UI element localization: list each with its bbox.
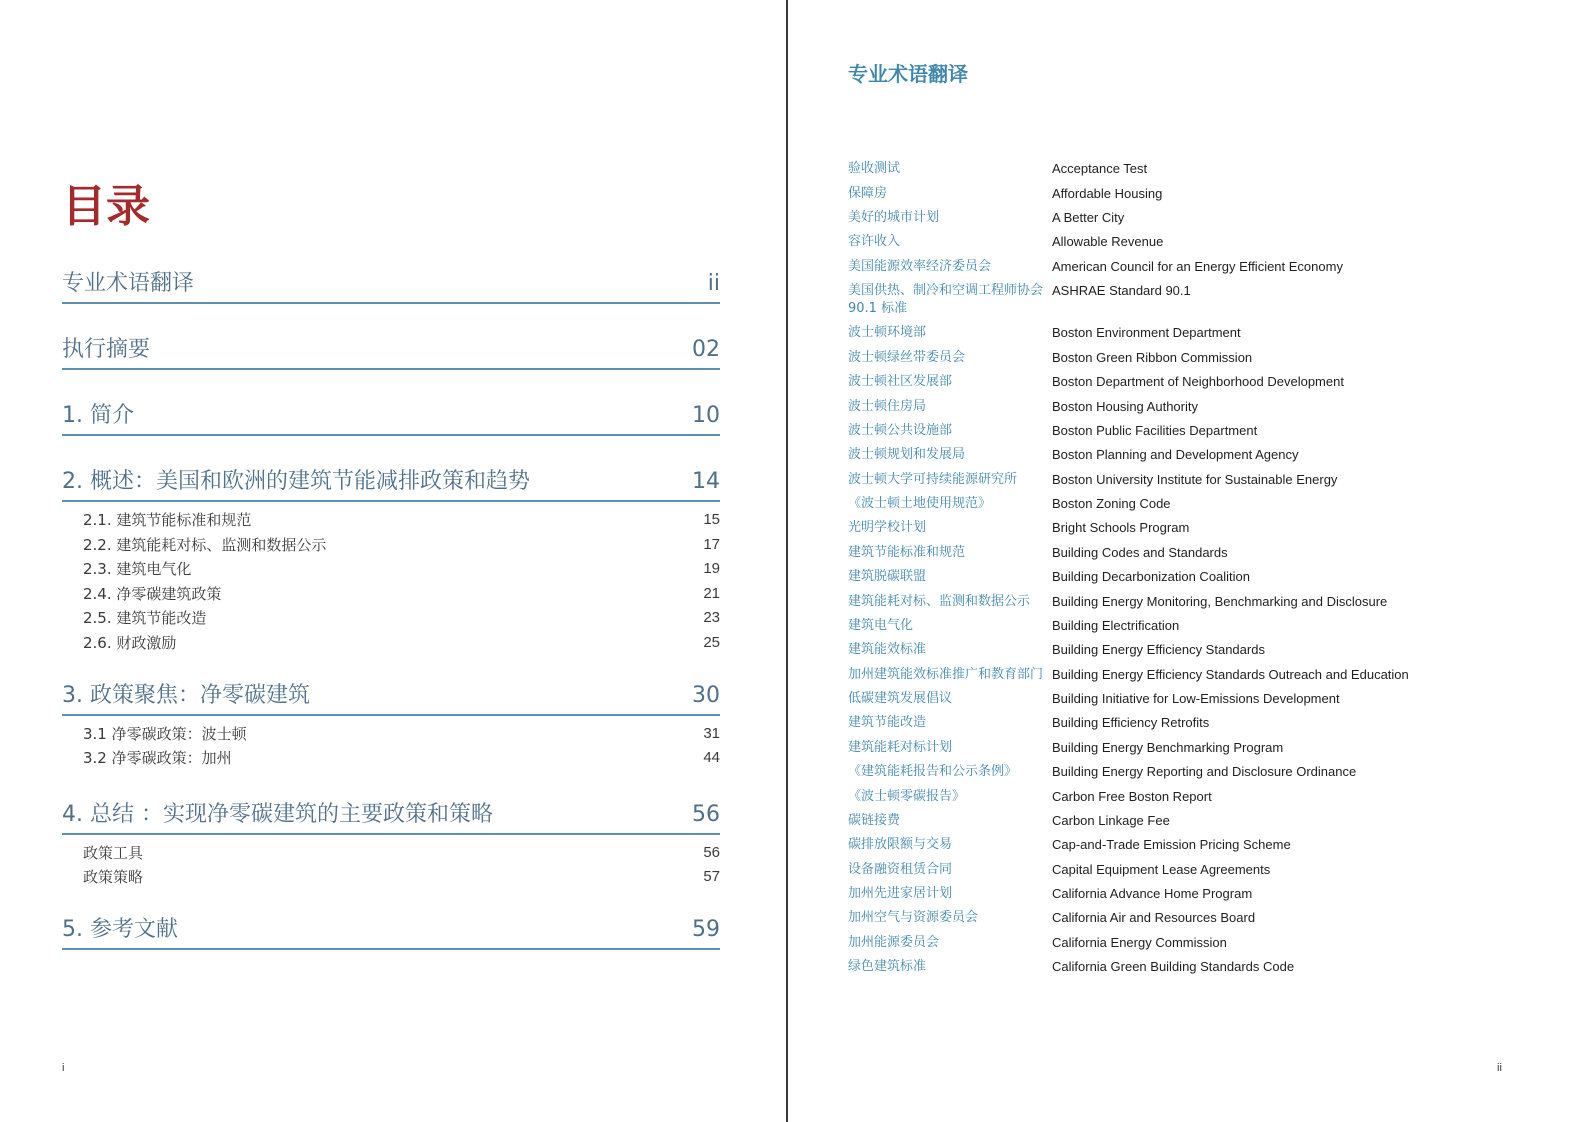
glossary-row (848, 663, 1528, 687)
glossary-term-en: Boston Environment Department (1052, 325, 1241, 341)
toc-sub-row[interactable] (62, 722, 720, 747)
toc-main-page: 30 (692, 682, 720, 708)
toc-sub-row[interactable] (62, 865, 720, 890)
glossary-term-en: Boston Department of Neighborhood Development (1052, 374, 1344, 390)
toc-sub-label: 2.2. 建筑能耗对标、监测和数据公示 (83, 535, 327, 554)
toc-main-label: 专业术语翻译 (62, 271, 195, 296)
glossary-term-en: Carbon Free Boston Report (1052, 788, 1212, 804)
toc-main-row[interactable] (62, 328, 720, 370)
glossary-row (848, 760, 1528, 784)
glossary-term-zh: 加州空气与资源委员会 (848, 910, 979, 926)
toc-main-page: 56 (692, 801, 720, 827)
toc-sub-page: 15 (703, 511, 720, 528)
glossary-term-en: Building Efficiency Retrofits (1052, 715, 1210, 731)
toc-sub-label: 2.6. 财政激励 (83, 633, 177, 652)
glossary-row (848, 687, 1528, 711)
glossary-title: 专业术语翻译 (848, 62, 968, 86)
glossary-term-zh: 波士顿大学可持续能源研究所 (848, 471, 1018, 487)
glossary-term-zh: 验收测试 (848, 161, 901, 177)
toc-sub-row[interactable] (62, 841, 720, 866)
glossary-term-en: Building Energy Benchmarking Program (1052, 739, 1284, 755)
toc-sub-label: 2.1. 建筑节能标准和规范 (83, 511, 252, 529)
glossary-term-zh: 光明学校计划 (848, 520, 927, 536)
glossary-term-en: Building Energy Efficiency Standards Outreach and Education (1052, 666, 1409, 682)
toc-main-row[interactable] (62, 262, 720, 304)
glossary-term-en: Building Energy Efficiency Standards (1052, 642, 1265, 658)
glossary-term-en: Bright Schools Program (1052, 520, 1190, 536)
glossary-term-zh: 《建筑能耗报告和公示条例》 (848, 764, 1018, 780)
toc-sub-page: 25 (703, 633, 720, 651)
toc-sub-list (62, 835, 720, 890)
toc-sub-list (62, 716, 720, 771)
glossary-row (848, 206, 1528, 230)
toc-main-label: 1. 简介 (62, 403, 134, 428)
toc-entry (62, 674, 720, 771)
toc-sub-label: 2.5. 建筑节能改造 (83, 609, 207, 628)
glossary-term-zh: 美国能源效率经济委员会 (848, 258, 992, 274)
glossary-row (848, 468, 1528, 492)
glossary-term-en: Capital Equipment Lease Agreements (1052, 861, 1271, 877)
glossary-row (848, 255, 1528, 279)
glossary-term-zh: 波士顿环境部 (848, 325, 927, 341)
glossary-row (848, 541, 1528, 565)
glossary-row (848, 931, 1528, 955)
glossary-term-en: California Advance Home Program (1052, 886, 1253, 902)
glossary-term-zh: 《波士顿土地使用规范》 (848, 496, 992, 512)
toc-main-row[interactable] (62, 793, 720, 835)
glossary-row (848, 955, 1528, 979)
glossary-term-zh: 《波士顿零碳报告》 (848, 788, 966, 804)
toc-sub-row[interactable] (62, 508, 720, 533)
glossary-term-zh: 波士顿住房局 (848, 398, 927, 414)
glossary-term-en: American Council for an Energy Efficient Economy (1052, 258, 1343, 274)
glossary-term-en: Affordable Housing (1052, 185, 1163, 201)
glossary-term-en: A Better City (1052, 209, 1125, 225)
glossary-term-en: Boston Zoning Code (1052, 496, 1171, 512)
toc-sub-label: 政策策略 (83, 868, 144, 887)
toc-sub-row[interactable] (62, 631, 720, 656)
glossary-row (848, 614, 1528, 638)
glossary-term-zh: 碳链接费 (848, 812, 901, 828)
glossary-row (848, 492, 1528, 516)
glossary-term-en: Boston University Institute for Sustainable Energy (1052, 471, 1338, 487)
glossary-row (848, 833, 1528, 857)
toc-main-row[interactable] (62, 674, 720, 716)
toc-entry (62, 908, 720, 950)
glossary-row (848, 346, 1528, 370)
toc-main-label: 3. 政策聚焦：净零碳建筑 (62, 682, 310, 708)
glossary-row (848, 784, 1528, 808)
glossary-term-en: Boston Planning and Development Agency (1052, 447, 1299, 463)
toc-sub-page: 56 (703, 843, 720, 861)
glossary-row (848, 736, 1528, 760)
toc-sub-page: 57 (703, 868, 720, 886)
glossary-row (848, 906, 1528, 930)
glossary-term-en: Boston Housing Authority (1052, 398, 1198, 414)
glossary-row (848, 638, 1528, 662)
glossary-row (848, 370, 1528, 394)
toc-main-page: 59 (692, 916, 720, 942)
glossary-term-zh: 波士顿社区发展部 (848, 374, 953, 390)
toc-sub-row[interactable] (62, 533, 720, 558)
glossary-term-en: Allowable Revenue (1052, 234, 1164, 250)
glossary-row (848, 858, 1528, 882)
glossary-row (848, 181, 1528, 205)
toc-sub-page: 44 (703, 749, 720, 767)
toc-main-page: 14 (692, 469, 720, 494)
glossary-term-en: California Green Building Standards Code (1052, 959, 1295, 975)
toc-sub-row[interactable] (62, 746, 720, 771)
toc-sub-label: 3.2 净零碳政策：加州 (83, 749, 232, 768)
glossary-term-zh: 低碳建筑发展倡议 (848, 691, 953, 707)
glossary-row (848, 394, 1528, 418)
right-page-number: ii (1497, 1062, 1502, 1074)
glossary-term-en: California Air and Resources Board (1052, 910, 1256, 926)
glossary-row (848, 157, 1528, 181)
glossary-term-zh: 波士顿绿丝带委员会 (848, 349, 966, 365)
toc-entry (62, 262, 720, 304)
glossary-term-zh: 保障房 (848, 185, 888, 201)
glossary-term-en: Building Energy Monitoring, Benchmarking and Disclosure (1052, 593, 1388, 609)
glossary-term-zh: 建筑节能标准和规范 (848, 544, 966, 560)
glossary-row (848, 419, 1528, 443)
glossary-term-en: ASHRAE Standard 90.1 (1052, 283, 1191, 299)
toc-sub-page: 31 (703, 724, 720, 742)
glossary-row (848, 882, 1528, 906)
toc-main-page: 10 (692, 403, 720, 428)
toc-sub-page: 19 (703, 560, 720, 578)
toc-main-label: 5. 参考文献 (62, 916, 178, 942)
glossary-row (848, 321, 1528, 345)
toc-main-page: 02 (692, 337, 720, 362)
glossary-term-en: Boston Public Facilities Department (1052, 422, 1258, 438)
toc-main-label: 2. 概述：美国和欧洲的建筑节能减排政策和趋势 (62, 469, 530, 494)
toc-sub-label: 政策工具 (83, 843, 144, 862)
toc-main-row[interactable] (62, 394, 720, 436)
toc-sub-page: 23 (703, 609, 720, 627)
toc-title: 目录 (62, 181, 150, 232)
toc-entry (62, 793, 720, 890)
toc-sub-row[interactable] (62, 582, 720, 607)
toc-list (62, 262, 720, 970)
glossary-term-zh: 建筑能效标准 (848, 642, 927, 658)
glossary-term-zh: 加州先进家居计划 (848, 886, 953, 902)
toc-sub-label: 2.4. 净零碳建筑政策 (83, 584, 222, 603)
glossary-term-zh: 绿色建筑标准 (848, 959, 927, 975)
glossary-term-zh: 建筑脱碳联盟 (848, 569, 927, 585)
toc-sub-page: 21 (703, 584, 720, 602)
glossary-term-zh: 加州建筑能效标准推广和教育部门 (848, 666, 1044, 682)
glossary-term-zh: 建筑节能改造 (848, 715, 927, 731)
toc-sub-row[interactable] (62, 606, 720, 631)
glossary-term-zh: 碳排放限额与交易 (848, 837, 953, 853)
glossary-list (848, 157, 1528, 979)
toc-main-page: ii (707, 271, 720, 296)
glossary-term-en: Cap-and-Trade Emission Pricing Scheme (1052, 837, 1291, 853)
glossary-term-zh: 建筑能耗对标计划 (848, 739, 953, 755)
toc-sub-label: 2.3. 建筑电气化 (83, 560, 192, 579)
toc-main-label: 4. 总结 ：实现净零碳建筑的主要政策和策略 (62, 801, 493, 827)
glossary-term-zh: 容许收入 (848, 234, 901, 250)
glossary-term-zh: 设备融资租赁合同 (848, 861, 953, 877)
glossary-term-en: Building Electrification (1052, 617, 1180, 633)
glossary-row (848, 711, 1528, 735)
glossary-row (848, 516, 1528, 540)
left-page-number: i (62, 1062, 65, 1074)
toc-entry (62, 328, 720, 370)
glossary-term-en: Building Codes and Standards (1052, 544, 1228, 560)
toc-sub-label: 3.1 净零碳政策：波士顿 (83, 724, 247, 743)
glossary-row (848, 589, 1528, 613)
glossary-term-en: Boston Green Ribbon Commission (1052, 349, 1253, 365)
glossary-row (848, 230, 1528, 254)
toc-entry (62, 460, 720, 656)
toc-sub-row[interactable] (62, 557, 720, 582)
toc-entry (62, 394, 720, 436)
glossary-term-en: Carbon Linkage Fee (1052, 812, 1170, 828)
glossary-term-zh: 波士顿规划和发展局 (848, 447, 966, 463)
glossary-term-zh: 美好的城市计划 (848, 209, 940, 225)
glossary-term-en: Building Energy Reporting and Disclosure Ordinance (1052, 764, 1357, 780)
glossary-row (848, 443, 1528, 467)
glossary-term-zh: 建筑电气化 (848, 617, 914, 633)
toc-main-label: 执行摘要 (62, 337, 151, 362)
page-spine-divider (786, 0, 788, 1122)
glossary-term-en: California Energy Commission (1052, 934, 1227, 950)
toc-sub-list (62, 502, 720, 656)
glossary-term-zh: 建筑能耗对标、监测和数据公示 (848, 593, 1031, 609)
glossary-row (848, 279, 1528, 321)
toc-main-row[interactable] (62, 460, 720, 502)
glossary-term-zh: 波士顿公共设施部 (848, 422, 953, 438)
glossary-term-zh: 美国供热、制冷和空调工程师协会 90.1 标准 (848, 283, 1044, 317)
glossary-term-en: Building Initiative for Low-Emissions Development (1052, 691, 1340, 707)
glossary-term-en: Building Decarbonization Coalition (1052, 569, 1251, 585)
glossary-term-en: Acceptance Test (1052, 161, 1148, 177)
toc-main-row[interactable] (62, 908, 720, 950)
glossary-row (848, 809, 1528, 833)
glossary-term-zh: 加州能源委员会 (848, 934, 940, 950)
glossary-row (848, 565, 1528, 589)
toc-sub-page: 17 (703, 535, 720, 553)
